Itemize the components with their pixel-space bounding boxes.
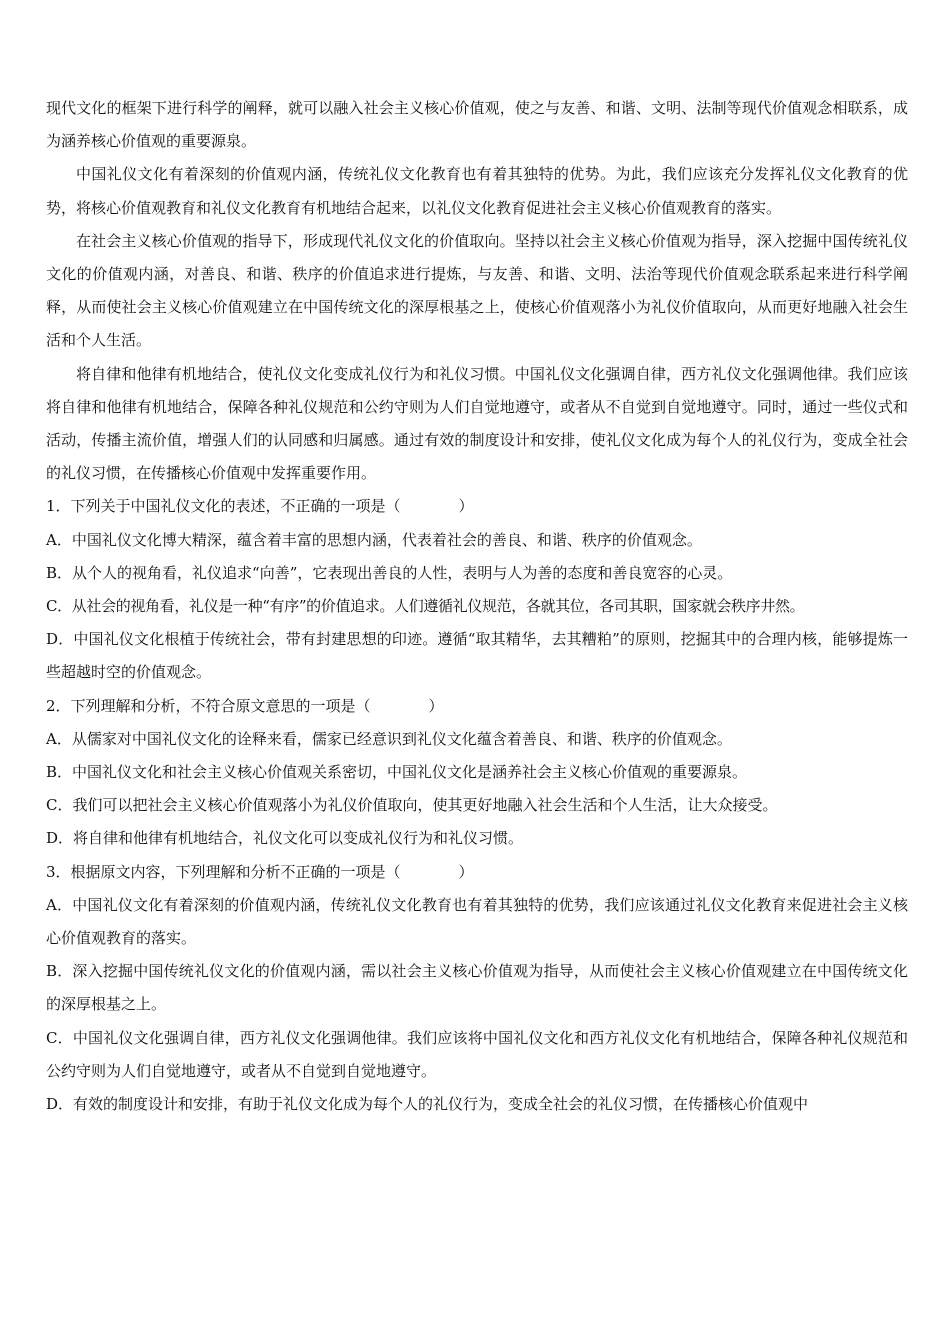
question-3-option-a[interactable]: A．中国礼仪文化有着深刻的价值观内涵，传统礼仪文化教育也有着其独特的优势，我们应该通过礼仪文化教育来促进社会主义核心价值观教育的落实。 bbox=[46, 895, 908, 948]
question-2-stem-text: 2．下列理解和分析，不符合原文意思的一项是（ bbox=[46, 696, 371, 715]
question-3-option-d[interactable]: D．有效的制度设计和安排，有助于礼仪文化成为每个人的礼仪行为，变成全社会的礼仪习惯，在传播核心价值观中 bbox=[46, 1095, 809, 1114]
question-3-option-b[interactable]: B．深入挖掘中国传统礼仪文化的价值观内涵，需以社会主义核心价值观为指导，从而使社会主义核心价值观建立在中国传统文化的深厚根基之上。 bbox=[46, 962, 908, 1014]
question-3-stem-close: ） bbox=[458, 862, 474, 881]
question-2-option-b[interactable]: B．中国礼仪文化和社会主义核心价值观关系密切，中国礼仪文化是涵养社会主义核心价值观的重要源泉。 bbox=[46, 763, 748, 782]
question-1-stem-close: ） bbox=[458, 497, 474, 516]
question-1 bbox=[46, 490, 908, 689]
question-1-option-b[interactable]: B．从个人的视角看，礼仪追求“向善”，它表现出善良的人性，表明与人为善的态度和善良宽容的心灵。 bbox=[46, 563, 733, 582]
passage-paragraph-3: 在社会主义核心价值观的指导下，形成现代礼仪文化的价值取向。坚持以社会主义核心价值观为指导，深入挖掘中国传统礼仪文化的价值观内涵，对善良、和谐、秩序的价值追求进行提炼，与友善、和谐、文明、法治等现代价值观念联系起来进行科学阐释，从而使社会主义核心价值观建立在中国传统文化的深厚根基之上，使核心价值观落小为礼仪价值取向，从而更好地融入社会生活和个人生活。 bbox=[46, 231, 908, 350]
passage-paragraph-2: 中国礼仪文化有着深刻的价值观内涵，传统礼仪文化教育也有着其独特的优势。为此，我们应该充分发挥礼仪文化教育的优势，将核心价值观教育和礼仪文化教育有机地结合起来，以礼仪文化教育促进社会主义核心价值观教育的落实。 bbox=[46, 165, 908, 217]
question-1-stem bbox=[46, 490, 908, 523]
question-3-option-c[interactable]: C．中国礼仪文化强调自律，西方礼仪文化强调他律。我们应该将中国礼仪文化和西方礼仪文化有机地结合，保障各种礼仪规范和公约守则为人们自觉地遵守，或者从不自觉到自觉地遵守。 bbox=[46, 1028, 908, 1080]
question-1-option-d[interactable]: D．中国礼仪文化根植于传统社会，带有封建思想的印迹。遵循“取其精华，去其糟粕”的原则，挖掘其中的合理内核，能够提炼一些超越时空的价值观念。 bbox=[46, 630, 908, 682]
question-1-option-a[interactable]: A．中国礼仪文化博大精深，蕴含着丰富的思想内涵，代表着社会的善良、和谐、秩序的价值观念。 bbox=[46, 530, 702, 549]
passage-paragraph-1: 现代文化的框架下进行科学的阐释，就可以融入社会主义核心价值观，使之与友善、和谐、文明、法制等现代价值观念相联系，成为涵养核心价值观的重要源泉。 bbox=[46, 99, 908, 151]
question-2-option-d[interactable]: D．将自律和他律有机地结合，礼仪文化可以变成礼仪行为和礼仪习惯。 bbox=[46, 829, 524, 848]
question-1-option-c[interactable]: C．从社会的视角看，礼仪是一种“有序”的价值追求。人们遵循礼仪规范，各就其位，各司其职，国家就会秩序井然。 bbox=[46, 597, 805, 616]
question-2 bbox=[46, 690, 908, 856]
question-2-option-c[interactable]: C．我们可以把社会主义核心价值观落小为礼仪价值取向，使其更好地融入社会生活和个人生活，让大众接受。 bbox=[46, 796, 778, 815]
question-3-stem-text: 3．根据原文内容，下列理解和分析不正确的一项是（ bbox=[46, 862, 401, 881]
question-1-stem-text: 1．下列关于中国礼仪文化的表述，不正确的一项是（ bbox=[46, 497, 401, 516]
question-3 bbox=[46, 856, 908, 1122]
question-2-stem bbox=[46, 690, 908, 723]
passage-paragraph-4: 将自律和他律有机地结合，使礼仪文化变成礼仪行为和礼仪习惯。中国礼仪文化强调自律，西方礼仪文化强调他律。我们应该将自律和他律有机地结合，保障各种礼仪规范和公约守则为人们自觉地遵守，或者从不自觉到自觉地遵守。同时，通过一些仪式和活动，传播主流价值，增强人们的认同感和归属感。通过有效的制度设计和安排，使礼仪文化成为每个人的礼仪行为，变成全社会的礼仪习惯，在传播核心价值观中发挥重要作用。 bbox=[46, 364, 908, 483]
exam-page bbox=[46, 92, 908, 1121]
question-2-stem-close: ） bbox=[428, 696, 444, 715]
question-3-stem bbox=[46, 856, 908, 889]
question-2-option-a[interactable]: A．从儒家对中国礼仪文化的诠释来看，儒家已经意识到礼仪文化蕴含着善良、和谐、秩序的价值观念。 bbox=[46, 729, 732, 748]
